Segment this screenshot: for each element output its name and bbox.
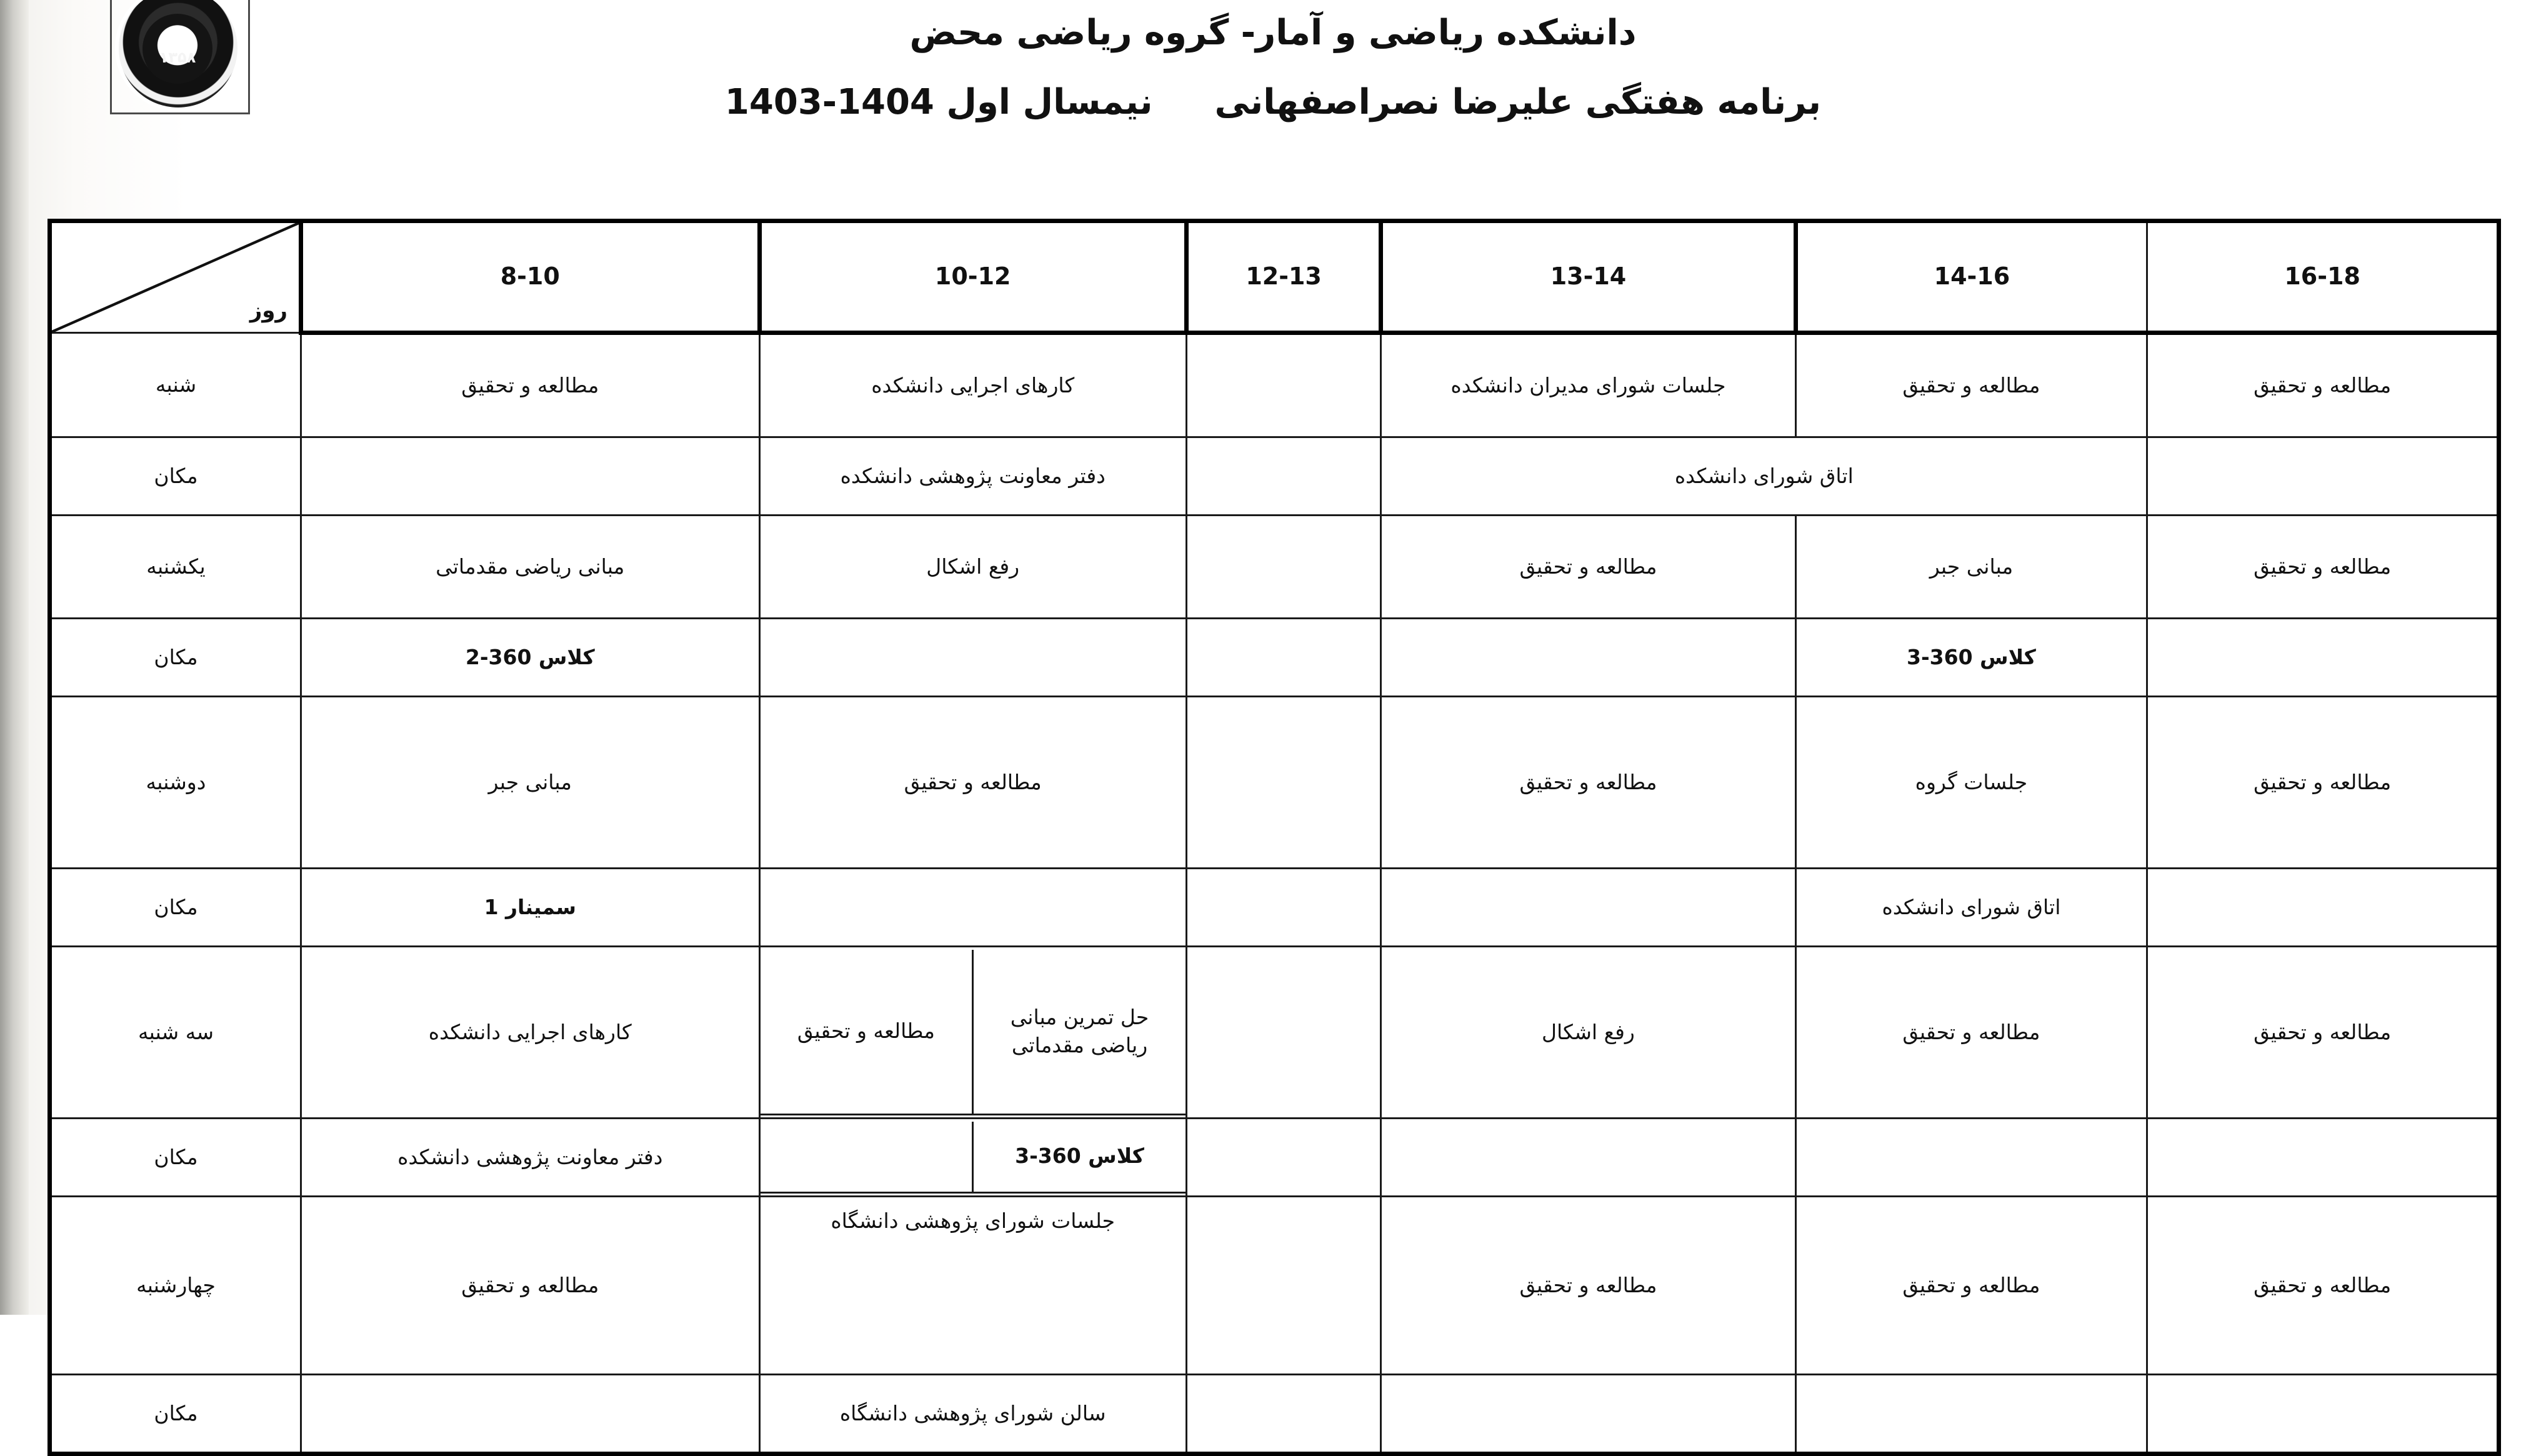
cell-wednesday-13-14: مطالعه و تحقیق [1381,1197,1795,1375]
cell-sunday-8-10: مبانی ریاضی مقدماتی [301,516,760,619]
cell-saturday-place-12-13 [1186,437,1381,516]
cell-monday-12-13 [1186,697,1381,869]
row-label-place-sunday: مکان [50,619,301,697]
cell-saturday-place-8-10 [301,437,760,516]
cell-tuesday-10-12-first: حل تمرین مبانی ریاضی مقدماتی [973,950,1186,1115]
day-label-monday: دوشنبه [50,697,301,869]
cell-wednesday-16-18: مطالعه و تحقیق [2147,1197,2499,1375]
cell-sunday-place-12-13 [1186,619,1381,697]
cell-tuesday-10-12-second: مطالعه و تحقیق [761,950,973,1115]
day-label-saturday: شنبه [50,333,301,437]
row-label-place-tuesday: مکان [50,1119,301,1197]
cell-monday-13-14: مطالعه و تحقیق [1381,697,1795,869]
cell-sunday-16-18: مطالعه و تحقیق [2147,516,2499,619]
cell-wednesday-place-14-16 [1795,1375,2147,1454]
cell-monday-16-18: مطالعه و تحقیق [2147,697,2499,869]
cell-wednesday-place-12-13 [1186,1375,1381,1454]
cell-tuesday-place-10-12-split [759,1119,1186,1197]
column-header-10-12: 10-12 [759,221,1186,333]
table-row-saturday [50,333,2499,437]
cell-monday-8-10: مبانی جبر [301,697,760,869]
cell-monday-14-16: جلسات گروه [1795,697,2147,869]
table-row-monday [50,697,2499,869]
cell-sunday-12-13 [1186,516,1381,619]
row-label-place-wednesday: مکان [50,1375,301,1454]
cell-saturday-8-10: مطالعه و تحقیق [301,333,760,437]
column-header-13-14: 13-14 [1381,221,1795,333]
cell-tuesday-14-16: مطالعه و تحقیق [1795,947,2147,1119]
cell-wednesday-place-10-12: سالن شورای پژوهشی دانشگاه [759,1375,1186,1454]
cell-sunday-13-14: مطالعه و تحقیق [1381,516,1795,619]
document-header [0,0,2546,206]
cell-sunday-14-16: مبانی جبر [1795,516,2147,619]
cell-saturday-16-18: مطالعه و تحقیق [2147,333,2499,437]
column-header-8-10: 8-10 [301,221,760,333]
cell-saturday-13-14-merged: جلسات شورای مدیران دانشکده [1381,333,1795,437]
cell-wednesday-place-16-18 [2147,1375,2499,1454]
cell-monday-10-12: مطالعه و تحقیق [759,697,1186,869]
corner-cell [50,221,301,333]
cell-monday-place-8-10: سمینار 1 [301,869,760,947]
cell-wednesday-10-12: جلسات شورای پژوهشی دانشگاه [759,1197,1186,1375]
weekly-schedule-table [47,219,2501,1456]
table-row-sunday [50,516,2499,619]
cell-sunday-place-16-18 [2147,619,2499,697]
schedule-title [387,76,2159,130]
cell-tuesday-place-8-10: دفتر معاونت پژوهشی دانشکده [301,1119,760,1197]
cell-tuesday-place-12-13 [1186,1119,1381,1197]
table-row-wednesday-place [50,1375,2499,1454]
day-label-sunday: یکشنبه [50,516,301,619]
cell-sunday-place-10-12 [759,619,1186,697]
table-header-row [50,221,2499,333]
table-row-tuesday [50,947,2499,1119]
column-header-14-16: 14-16 [1795,221,2147,333]
seal-year-text: ۱۳۵۸ [159,49,196,66]
cell-tuesday-place-16-18 [2147,1119,2499,1197]
cell-monday-place-10-12 [759,869,1186,947]
cell-sunday-place-13-14 [1381,619,1795,697]
row-label-place-monday: مکان [50,869,301,947]
cell-tuesday-10-12-split [759,947,1186,1119]
cell-wednesday-place-13-14 [1381,1375,1795,1454]
table-row-monday-place [50,869,2499,947]
schedule-owner: برنامه هفتگی علیرضا نصراصفهانی [1214,81,1822,122]
cell-saturday-10-12: کارهای اجرایی دانشکده [759,333,1186,437]
cell-tuesday-place-10-12-second [761,1122,973,1193]
cell-tuesday-13-14: رفع اشکال [1381,947,1795,1119]
cell-tuesday-place-13-14 [1381,1119,1795,1197]
column-header-12-13: 12-13 [1186,221,1381,333]
cell-monday-place-13-14 [1381,869,1795,947]
cell-saturday-place-merged: اتاق شورای دانشکده [1381,437,2147,516]
cell-sunday-place-8-10: کلاس 360-2 [301,619,760,697]
cell-tuesday-12-13 [1186,947,1381,1119]
tuesday-place-10-12-subtable [761,1122,1186,1194]
cell-wednesday-14-16: مطالعه و تحقیق [1795,1197,2147,1375]
cell-saturday-place-10-12: دفتر معاونت پژوهشی دانشکده [759,437,1186,516]
tuesday-10-12-subtable [761,950,1186,1115]
column-header-16-18: 16-18 [2147,221,2499,333]
cell-saturday-14-16: مطالعه و تحقیق [1795,333,2147,437]
table-row-sunday-place [50,619,2499,697]
table-row-wednesday [50,1197,2499,1375]
cell-tuesday-8-10: کارهای اجرایی دانشکده [301,947,760,1119]
university-seal-icon [81,0,269,132]
cell-sunday-place-14-16: کلاس 360-3 [1795,619,2147,697]
cell-tuesday-place-10-12-first: کلاس 360-3 [973,1122,1186,1193]
cell-tuesday-16-18: مطالعه و تحقیق [2147,947,2499,1119]
cell-tuesday-place-14-16 [1795,1119,2147,1197]
cell-monday-place-14-16: اتاق شورای دانشکده [1795,869,2147,947]
cell-wednesday-12-13 [1186,1197,1381,1375]
table-row-tuesday-place [50,1119,2499,1197]
corner-label-day: روز [249,298,287,324]
cell-wednesday-place-8-10 [301,1375,760,1454]
cell-monday-place-12-13 [1186,869,1381,947]
cell-saturday-12-13 [1186,333,1381,437]
day-label-wednesday: چهارشنبه [50,1197,301,1375]
title-block [387,6,2159,130]
table-row-saturday-place [50,437,2499,516]
cell-sunday-10-12: رفع اشکال [759,516,1186,619]
row-label-place-saturday: مکان [50,437,301,516]
semester-label: نیمسال اول 1404-1403 [724,81,1153,122]
day-label-tuesday: سه شنبه [50,947,301,1119]
weekly-schedule-table-wrapper [47,219,2501,1456]
cell-wednesday-8-10: مطالعه و تحقیق [301,1197,760,1375]
faculty-title: دانشکده ریاضی و آمار- گروه ریاضی محض [909,12,1637,53]
cell-monday-place-16-18 [2147,869,2499,947]
cell-saturday-place-16-18 [2147,437,2499,516]
